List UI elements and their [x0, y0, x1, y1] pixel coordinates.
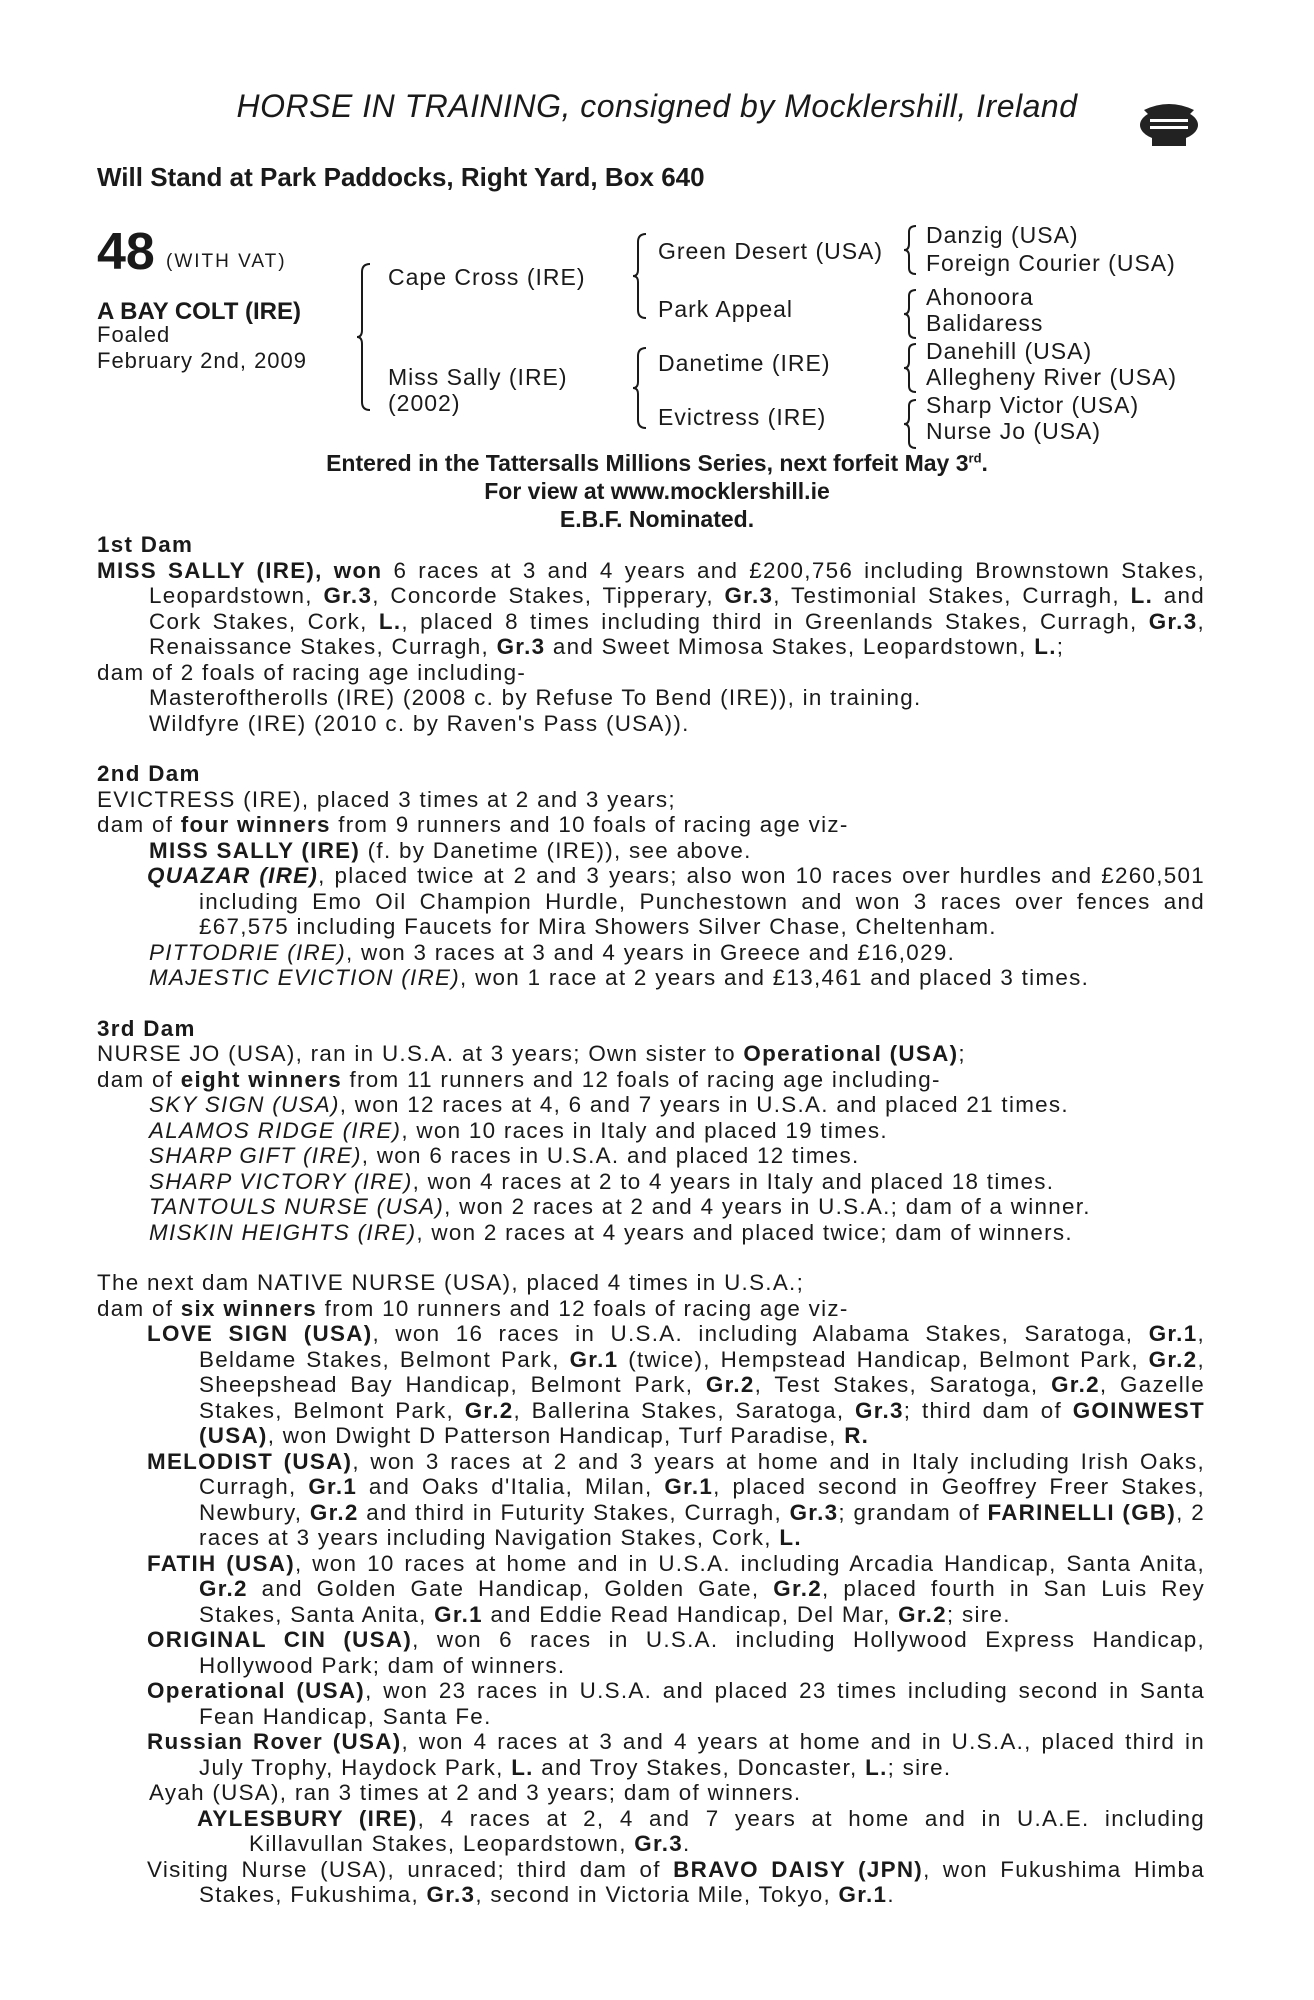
next-dam-record: The next dam NATIVE NURSE (USA), placed 4 times in U.S.A.; [97, 1270, 805, 1295]
pedigree-sire: Cape Cross (IRE) [388, 264, 586, 290]
pedigree-bracket-ds [902, 342, 920, 394]
pedigree-sdd: Balidaress [926, 310, 1044, 336]
next-dam-dam-of: dam of six winners from 10 runners and 12 foals of racing age viz- [97, 1295, 849, 1321]
pedigree-dam-sire: Danetime (IRE) [658, 350, 831, 376]
pedigree-bracket-sire [632, 232, 652, 322]
lot-number: 48 [97, 223, 155, 281]
pedigree-sss: Danzig (USA) [926, 222, 1079, 248]
view-note: For view at www.mocklershill.ie [484, 478, 830, 504]
next-dam-runner-original-cin: ORIGINAL CIN (USA), won 6 races in U.S.A. including Hollywood Express Handicap, Hollywood Park; dam of winners. [147, 1627, 1205, 1678]
pedigree-dam-year: (2002) [388, 390, 461, 416]
first-dam-dam-of: dam of 2 foals of racing age including- [97, 659, 527, 685]
first-dam-foal-1: Masteroftherolls (IRE) (2008 c. by Refuse To Bend (IRE)), in training. [149, 685, 922, 710]
yearling-bonus-badge-icon [1138, 100, 1200, 150]
pedigree-sire-dam: Park Appeal [658, 296, 794, 322]
vat-note: (WITH VAT) [166, 251, 287, 272]
pedigree-sds: Ahonoora [926, 284, 1034, 310]
pedigree-dds: Sharp Victor (USA) [926, 392, 1140, 418]
pedigree-bracket-sd [902, 288, 920, 340]
pedigree-bracket-dam [632, 346, 652, 430]
third-dam-runner-1: SKY SIGN (USA), won 12 races at 4, 6 and 7 years in U.S.A. and placed 21 times. [149, 1092, 1069, 1117]
third-dam-runner-6: MISKIN HEIGHTS (IRE), won 2 races at 4 years and placed twice; dam of winners. [149, 1219, 1073, 1245]
second-dam-runner-majestic-eviction: MAJESTIC EVICTION (IRE), won 1 race at 2 years and £13,461 and placed 3 times. [149, 965, 1090, 990]
next-dam-runner-melodist: MELODIST (USA), won 3 races at 2 and 3 years at home and in Italy including Irish Oaks, Curragh, Gr.1 and Oaks d'Italia, Milan, Gr.1, placed second in Geoffrey Freer Stakes, Newbury, Gr.2 and third in Futurity Stakes, Curragh, Gr.3; grandam of FARINELLI (GB), 2 races at 3 years including Navigation Stakes, Cork, L. [147, 1448, 1206, 1550]
third-dam-runner-4: SHARP VICTORY (IRE), won 4 races at 2 to 4 years in Italy and placed 18 times. [149, 1168, 1055, 1194]
next-dam-runner-russian-rover: Russian Rover (USA), won 4 races at 3 and 4 years at home and in U.S.A., placed third in July Trophy, Haydock Park, L. and Troy Stakes, Doncaster, L.; sire. [147, 1729, 1205, 1780]
pedigree-ddd: Nurse Jo (USA) [926, 418, 1102, 444]
second-dam-runner-miss-sally: MISS SALLY (IRE) (f. by Danetime (IRE)), see above. [149, 837, 752, 863]
next-dam-runner-operational: Operational (USA), won 23 races in U.S.A. and placed 23 times including second in Santa Fean Handicap, Santa Fe. [147, 1678, 1205, 1729]
first-dam-record: MISS SALLY (IRE), won 6 races at 3 and 4 years and £200,756 including Brownstown Stakes, Leopardstown, Gr.3, Concorde Stakes, Tipperary, Gr.3, Testimonial Stakes, Curragh, L. and Cork Stakes, Cork, L., placed 8 times including third in Greenlands Stakes, Curragh, Gr.3, Renaissance Stakes, Curragh, Gr.3 and Sweet Mimosa Stakes, Leopardstown, L.; [97, 557, 1206, 659]
pedigree-dss: Danehill (USA) [926, 338, 1093, 364]
next-dam-runner-fatih: FATIH (USA), won 10 races at home and in U.S.A. including Arcadia Handicap, Santa Anita, Gr.2 and Golden Gate Handicap, Golden Gate, Gr.2, placed fourth in San Luis Rey Stakes, Santa Anita, Gr.1 and Eddie Read Handicap, Del Mar, Gr.2; sire. [147, 1550, 1206, 1627]
first-dam-foal-2: Wildfyre (IRE) (2010 c. by Raven's Pass (USA)). [149, 710, 690, 736]
third-dam-runner-3: SHARP GIFT (IRE), won 6 races in U.S.A. and placed 12 times. [149, 1143, 860, 1168]
ebf-note: E.B.F. Nominated. [559, 506, 755, 532]
third-dam-runner-5: TANTOULS NURSE (USA), won 2 races at 2 and 4 years in U.S.A.; dam of a winner. [149, 1194, 1091, 1219]
pedigree-details [97, 532, 1205, 1908]
pedigree-ssd: Foreign Courier (USA) [926, 250, 1176, 276]
stand-location: Will Stand at Park Paddocks, Right Yard, Box 640 [97, 162, 705, 192]
third-dam-record: NURSE JO (USA), ran in U.S.A. at 3 years; Own sister to Operational (USA); [97, 1041, 966, 1066]
pedigree-dam-dam: Evictress (IRE) [658, 404, 827, 430]
page-title: HORSE IN TRAINING, consigned by Mocklershill, Ireland [236, 88, 1078, 124]
second-dam-record: EVICTRESS (IRE), placed 3 times at 2 and 3 years; [97, 786, 676, 812]
ayah-runner-aylesbury: AYLESBURY (IRE), 4 races at 2, 4 and 7 years at home and in U.A.E. including Killavullan Stakes, Leopardstown, Gr.3. [197, 1805, 1206, 1856]
pedigree-dam: Miss Sally (IRE) [388, 364, 568, 390]
second-dam-runner-quazar: QUAZAR (IRE), placed twice at 2 and 3 years; also won 10 races over hurdles and £260,501 including Emo Oil Champion Hurdle, Punchestown and won 3 races over fences and £67,575 including Faucets for Mira Showers Silver Chase, Cheltenham. [147, 863, 1205, 939]
pedigree-sire-sire: Green Desert (USA) [658, 238, 884, 264]
second-dam-runner-pittodrie: PITTODRIE (IRE), won 3 races at 3 and 4 years in Greece and £16,029. [149, 939, 956, 965]
second-dam-dam-of: dam of four winners from 9 runners and 10 foals of racing age viz- [97, 812, 849, 837]
pedigree-bracket-main [356, 262, 376, 412]
second-dam-heading: 2nd Dam [97, 761, 201, 786]
lot-name: A BAY COLT (IRE) [97, 298, 302, 325]
next-dam-runner-visiting-nurse: Visiting Nurse (USA), unraced; third dam of BRAVO DAISY (JPN), won Fukushima Himba Stakes, Fukushima, Gr.3, second in Victoria Mile, Tokyo, Gr.1. [147, 1856, 1206, 1907]
pedigree-dsd: Allegheny River (USA) [926, 364, 1178, 390]
next-dam-runner-love-sign: LOVE SIGN (USA), won 16 races in U.S.A. including Alabama Stakes, Saratoga, Gr.1, Beldame Stakes, Belmont Park, Gr.1 (twice), Hempstead Handicap, Belmont Park, Gr.2, Sheepshead Bay Handicap, Belmont Park, Gr.2, Test Stakes, Saratoga, Gr.2, Gazelle Stakes, Belmont Park, Gr.2, Ballerina Stakes, Saratoga, Gr.3; third dam of GOINWEST (USA), won Dwight D Patterson Handicap, Turf Paradise, R. [147, 1321, 1206, 1448]
millions-entry-note: Entered in the Tattersalls Millions Series, next forfeit May 3rd. [326, 450, 988, 476]
third-dam-dam-of: dam of eight winners from 11 runners and 12 foals of racing age including- [97, 1066, 941, 1092]
pedigree-bracket-dd [902, 398, 920, 450]
foaled-label: Foaled [97, 322, 171, 347]
first-dam-heading: 1st Dam [97, 532, 194, 557]
next-dam-runner-ayah: Ayah (USA), ran 3 times at 2 and 3 years; dam of winners. [149, 1780, 802, 1805]
pedigree-bracket-ss [902, 224, 920, 276]
foaled-date: February 2nd, 2009 [97, 348, 308, 373]
third-dam-runner-2: ALAMOS RIDGE (IRE), won 10 races in Italy and placed 19 times. [149, 1117, 888, 1143]
third-dam-heading: 3rd Dam [97, 1015, 196, 1041]
